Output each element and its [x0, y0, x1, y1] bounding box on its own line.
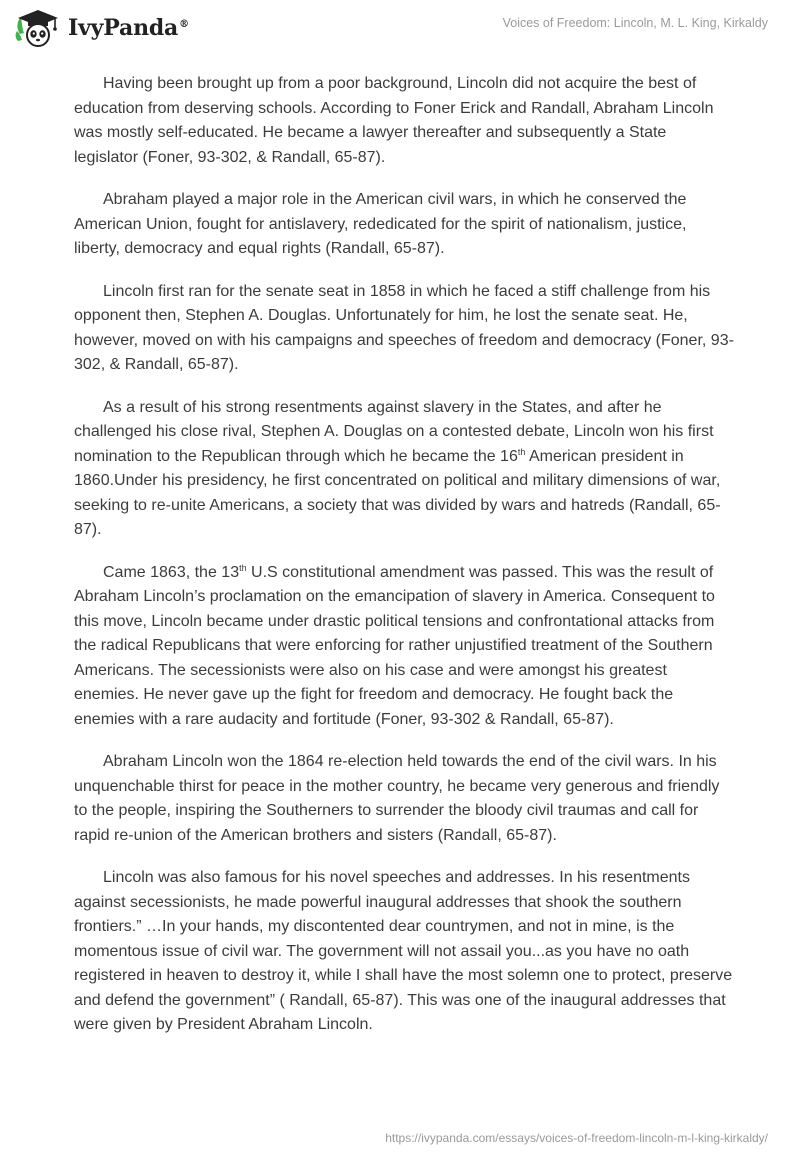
paragraph-text: Came 1863, the 13 [103, 563, 240, 581]
paragraph: Lincoln first ran for the senate seat in 1858 in which he faced a stiff challenge from his opponent then, Stephen A. Douglas. Unfortunately for him, he lost the senate seat. He, however, moved on with his campaigns and speeches of freedom and democracy (Foner, 93-302, & Randall, 65-87). [74, 282, 734, 373]
ivypanda-logo[interactable] [14, 8, 189, 48]
paragraph: Abraham Lincoln won the 1864 re-election held towards the end of the civil wars. In his unquenchable thirst for peace in the mother country, he became very generous and friendly to the people, inspiring the Southerners to surrender the bloody civil traumas and call for rapid re-union of the American brothers and sisters (Randall, 65-87). [74, 753, 720, 844]
page-header [0, 0, 800, 60]
essay-body [74, 72, 734, 1056]
paragraph: Having been brought up from a poor background, Lincoln did not acquire the best of education from deserving schools. According to Foner Erick and Randall, Abraham Lincoln was mostly self-educated. He became a lawyer thereafter and subsequently a State legislator (Foner, 93-302, & Randall, 65-87). [74, 75, 714, 166]
document-title: Voices of Freedom: Lincoln, M. L. King, Kirkaldy [502, 16, 768, 30]
paragraph [74, 561, 734, 733]
brand-name: IvyPanda® [68, 15, 189, 41]
panda-graduate-icon [14, 8, 62, 48]
paragraph-text: As a result of his strong resentments against slavery in the States, and after he challenged his close rival, Stephen A. Douglas on a contested debate, Lincoln won his first nomination to the Republican through which he became the 16 [74, 398, 714, 465]
paragraph-text: U.S constitutional amendment was passed. This was the result of Abraham Lincoln’s proclamation on the emancipation of slavery in America. Consequent to this move, Lincoln became under drastic political tensions and confrontational attacks from the radical Republicans that were enforcing for rather unjustified treatment of the Southern Americans. The secessionists were also on his case and were amongst his greatest enemies. He never gave up the fight for freedom and democracy. He fought back the enemies with a rare audacity and fortitude (Foner, 93-302 & Randall, 65-87). [74, 563, 715, 728]
paragraph: Abraham played a major role in the American civil wars, in which he conserved the American Union, fought for antislavery, rededicated for the spirit of nationalism, justice, liberty, democracy and equal rights (Randall, 65-87). [74, 191, 687, 257]
paragraph-text: American president in 1860.Under his presidency, he first concentrated on political and military dimensions of war, seeking to re-unite Americans, a society that was divided by wars and hatreds (Randall, 65-87). [74, 447, 721, 538]
paragraph: Lincoln was also famous for his novel speeches and addresses. In his resentments against secessionists, he made powerful inaugural addresses that shook the southern frontiers.” …In your hands, my discontented dear countrymen, and not in mine, is the momentous issue of civil war. The government will not assail you...as you have no oath registered in heaven to destroy it, while I shall have the most solemn one to protect, preserve and defend the government” ( Randall, 65-87). This was one of the inaugural addresses that were given by President Abraham Lincoln. [74, 869, 733, 1033]
registered-mark: ® [179, 18, 189, 30]
ordinal-suffix: th [239, 562, 247, 573]
source-url[interactable]: https://ivypanda.com/essays/voices-of-freedom-lincoln-m-l-king-kirkaldy/ [385, 1131, 768, 1145]
ordinal-suffix: th [517, 446, 526, 457]
paragraph [74, 396, 734, 543]
